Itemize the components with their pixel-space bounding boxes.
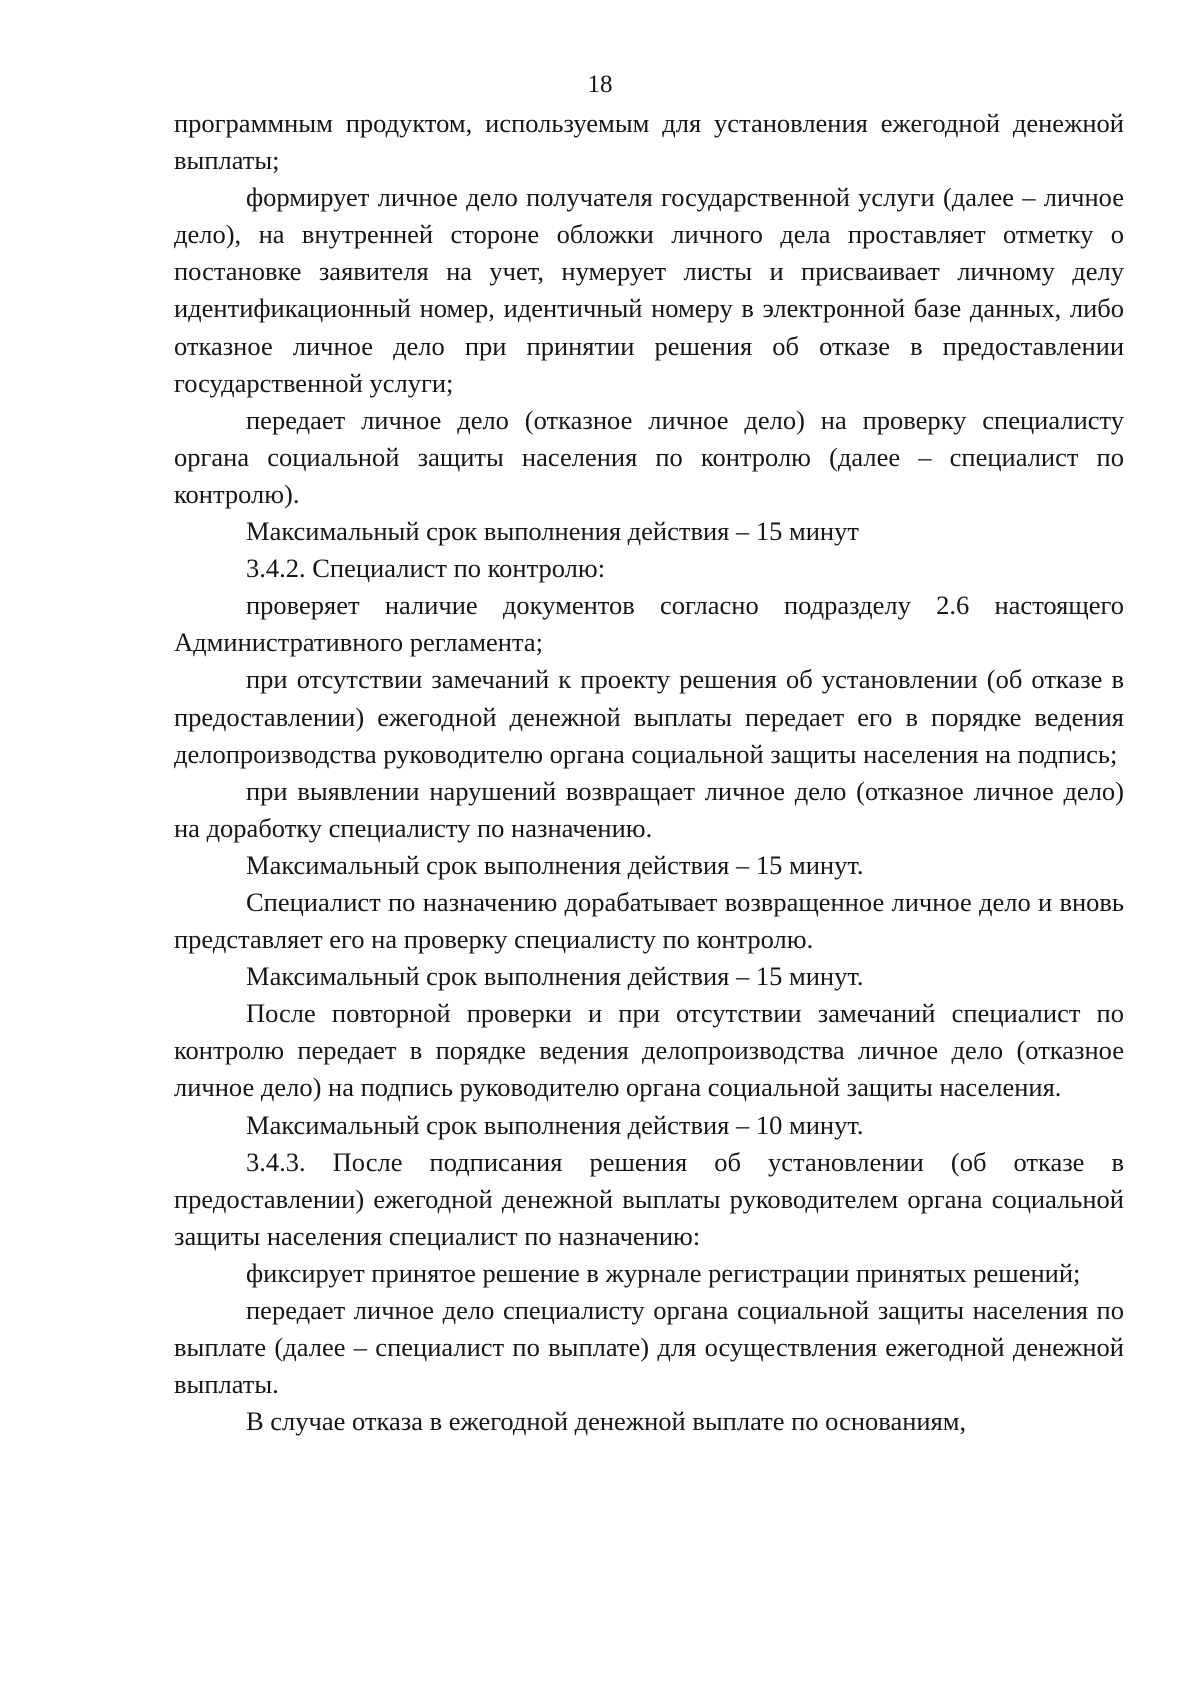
paragraph: После повторной проверки и при отсутствии замечаний специалист по контролю передает в порядке ведения делопроизводства личное дело (отказное личное дело) на подпись руководителю органа социальной защиты населения. xyxy=(174,998,1124,1103)
paragraph: Максимальный срок выполнения действия – 10 минут. xyxy=(246,1109,864,1140)
paragraph: передает личное дело (отказное личное дело) на проверку специалисту органа социальной защиты населения по контролю (далее – специалист по контролю). xyxy=(174,404,1124,509)
paragraph: фиксирует принятое решение в журнале регистрации принятых решений; xyxy=(246,1257,1081,1288)
paragraph-continuation: программным продуктом, используемым для установления ежегодной денежной выплаты; xyxy=(174,108,1124,176)
paragraph: Максимальный срок выполнения действия – 15 минут. xyxy=(246,961,864,992)
paragraph: при выявлении нарушений возвращает личное дело (отказное личное дело) на доработку специалисту по назначению. xyxy=(174,775,1124,843)
page-body xyxy=(174,105,1124,1440)
paragraph: при отсутствии замечаний к проекту решения об установлении (об отказе в предоставлении) ежегодной денежной выплаты передает его в порядке ведения делопроизводства руководителю органа социальной защиты населения на подпись; xyxy=(174,664,1124,769)
paragraph: Максимальный срок выполнения действия – 15 минут. xyxy=(246,849,864,880)
paragraph: В случае отказа в ежегодной денежной выплате по основаниям, xyxy=(246,1406,967,1437)
paragraph: передает личное дело специалисту органа социальной защиты населения по выплате (далее – специалист по выплате) для осуществления ежегодной денежной выплаты. xyxy=(174,1295,1124,1400)
section-heading-3-4-2: 3.4.2. Специалист по контролю: xyxy=(246,553,606,584)
section-heading-3-4-3: 3.4.3. После подписания решения об установлении (об отказе в предоставлении) ежегодной денежной выплаты руководителем органа социальной защиты населения специалист по назначению: xyxy=(174,1146,1124,1251)
paragraph: Специалист по назначению дорабатывает возвращенное личное дело и вновь представляет его на проверку специалисту по контролю. xyxy=(174,886,1124,955)
paragraph: проверяет наличие документов согласно подразделу 2.6 настоящего Административного регламента; xyxy=(174,590,1124,658)
page-number: 18 xyxy=(587,71,613,98)
paragraph: Максимальный срок выполнения действия – 15 минут xyxy=(246,516,859,547)
paragraph: формирует личное дело получателя государственной услуги (далее – личное дело), на внутренней стороне обложки личного дела проставляет отметку о постановке заявителя на учет, нумерует листы и присваивает личному делу идентификационный номер, идентичный номеру в электронной базе данных, либо отказное личное дело при принятии решения об отказе в предоставлении государственной услуги; xyxy=(174,182,1124,398)
